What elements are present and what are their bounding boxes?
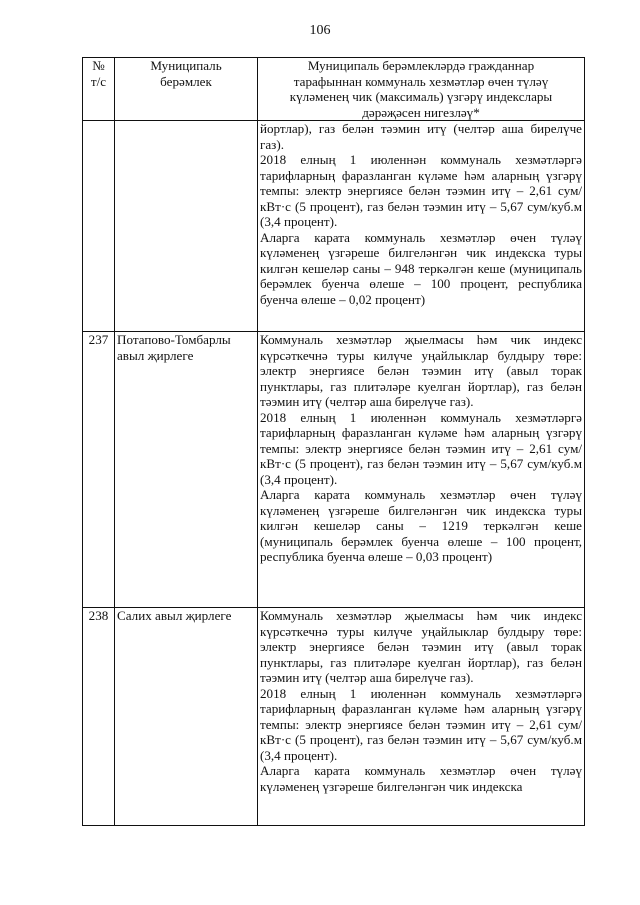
table-row — [83, 608, 585, 826]
row-number: 237 — [83, 332, 115, 608]
page-number: 106 — [309, 23, 331, 38]
header-number-line: т/с — [90, 73, 107, 89]
header-justification-line: дәрәҗәсен нигезләү* — [362, 104, 480, 120]
header-municipality-line: берәмлек — [160, 73, 212, 89]
row-description — [258, 608, 585, 826]
header-number-line: № — [92, 58, 105, 73]
description-paragraph: Аларга карата коммуналь хезмәтләр өчен түләү күләменең үзгәреше билгеләнгән чик индекска туры килгән кешеләр саны – 1219 теркәлгән кеше (муниципаль берәмлек буенча өлеше – 100 процент, республика буенча өлеше – 0,03 процент) — [260, 487, 582, 564]
description-paragraph: 2018 елның 1 июленнән коммуналь хезмәтләргә тарифларның фаразланган күләме һәм аларның үзгәрү темпы: электр энергиясе белән тәэмин итү – 2,61 сум/кВт·с (5 процент), газ белән тәэмин итү – 5,67 сум/куб.м (3,4 процент). — [260, 409, 582, 487]
description-paragraph: 2018 елның 1 июленнән коммуналь хезмәтләргә тарифларның фаразланган күләме һәм аларның үзгәрү темпы: электр энергиясе белән тәэмин итү – 2,61 сум/кВт·с (5 процент), газ белән тәэмин итү – 5,67 сум/куб.м (3,4 процент). — [260, 685, 582, 763]
header-justification-line: күләменең чик (максималь) үзгәрү индекслары — [289, 89, 553, 104]
row-number — [83, 121, 115, 332]
header-municipality-line: Муниципаль — [150, 58, 222, 73]
row-description — [258, 332, 585, 608]
header-justification-line: тарафыннан коммуналь хезмәтләр өчен түләү — [293, 73, 549, 89]
description-paragraph: йортлар), газ белән тәэмин итү (челтәр аша бирелүче газ). — [260, 121, 582, 152]
table-row — [83, 121, 585, 332]
header-justification-line: Муниципаль берәмлекләрдә гражданнар — [307, 58, 535, 73]
row-municipality: Салих авыл җирлеге — [115, 608, 258, 826]
row-number: 238 — [83, 608, 115, 826]
row-description — [258, 121, 585, 332]
header-municipality — [115, 58, 258, 121]
header-number — [83, 58, 115, 121]
description-paragraph: Коммуналь хезмәтләр җыелмасы һәм чик индекс күрсәткечнә туры килүче уңайлыклар булдыру төре: электр энергиясе белән тәэмин итү (авыл торак пунктлары, газ плитәләре куелган йортлар), газ белән тәэмин итү (челтәр аша бирелүче газ). — [260, 608, 582, 685]
description-paragraph: Аларга карата коммуналь хезмәтләр өчен түләү күләменең үзгәреше билгеләнгән чик индекска — [260, 763, 582, 794]
header-justification — [258, 58, 585, 121]
row-municipality — [115, 121, 258, 332]
table-row — [83, 332, 585, 608]
description-paragraph: Аларга карата коммуналь хезмәтләр өчен түләү күләменең үзгәреше билгеләнгән чик индекска туры килгән кешеләр саны – 948 теркәлгән кеше (муниципаль берәмлек буенча өлеше – 100 процент, республика буенча өлеше – 0,02 процент) — [260, 229, 582, 307]
description-paragraph: Коммуналь хезмәтләр җыелмасы һәм чик индекс күрсәткечнә туры килүче уңайлыклар булдыру төре: электр энергиясе белән тәэмин итү (авыл торак пунктлары, газ плитәләре куелган йортлар), газ белән тәэмин итү (челтәр аша бирелүче газ). — [260, 332, 582, 409]
tariff-index-table — [82, 57, 585, 826]
row-municipality: Потапово-Томбарлы авыл җирлеге — [115, 332, 258, 608]
description-paragraph: 2018 елның 1 июленнән коммуналь хезмәтләргә тарифларның фаразланган күләме һәм аларның үзгәрү темпы: электр энергиясе белән тәэмин итү – 2,61 сум/кВт·с (5 процент), газ белән тәэмин итү – 5,67 сум/куб.м (3,4 процент). — [260, 152, 582, 229]
table-header-row — [83, 58, 585, 121]
